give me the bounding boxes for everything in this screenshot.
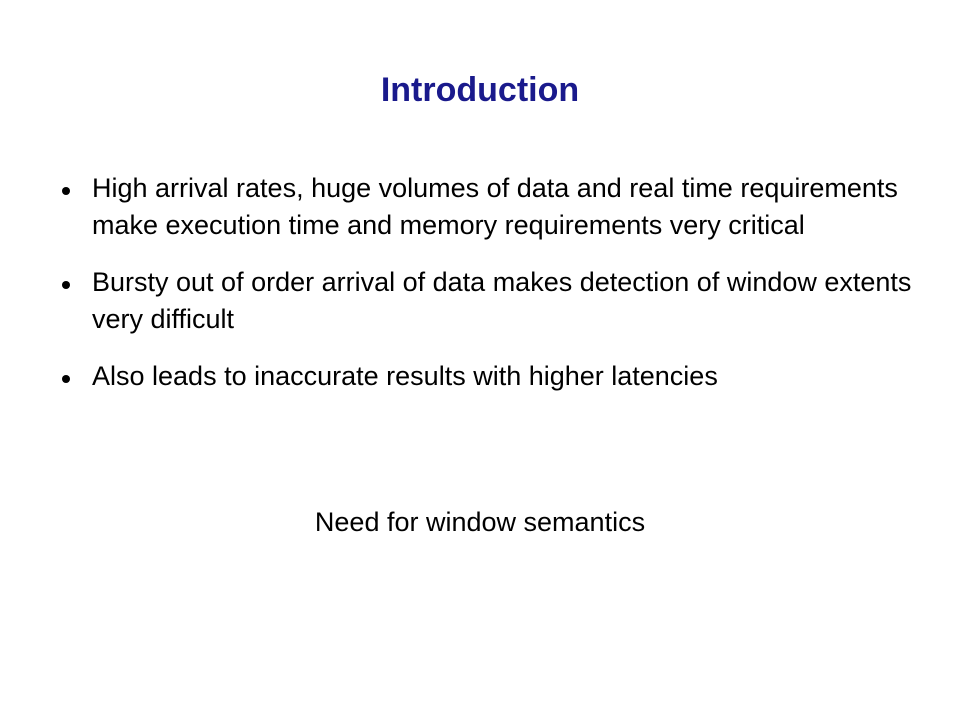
- bullet-dot-icon: [62, 281, 70, 289]
- bullet-item: [62, 170, 922, 244]
- bullet-item: [62, 264, 922, 338]
- bullet-dot-icon: [62, 375, 70, 383]
- bullet-item: [62, 358, 922, 395]
- bullet-text: Also leads to inaccurate results with higher latencies: [92, 361, 718, 391]
- bullet-dot-icon: [62, 187, 70, 195]
- bullet-text: High arrival rates, huge volumes of data and real time requirements make execution time and memory requirements very critical: [92, 173, 898, 240]
- bullet-text: Bursty out of order arrival of data makes detection of window extents very difficult: [92, 267, 912, 334]
- bullet-list: [62, 170, 922, 415]
- callout-text: Need for window semantics: [314, 507, 646, 537]
- slide-title: Introduction: [380, 71, 580, 109]
